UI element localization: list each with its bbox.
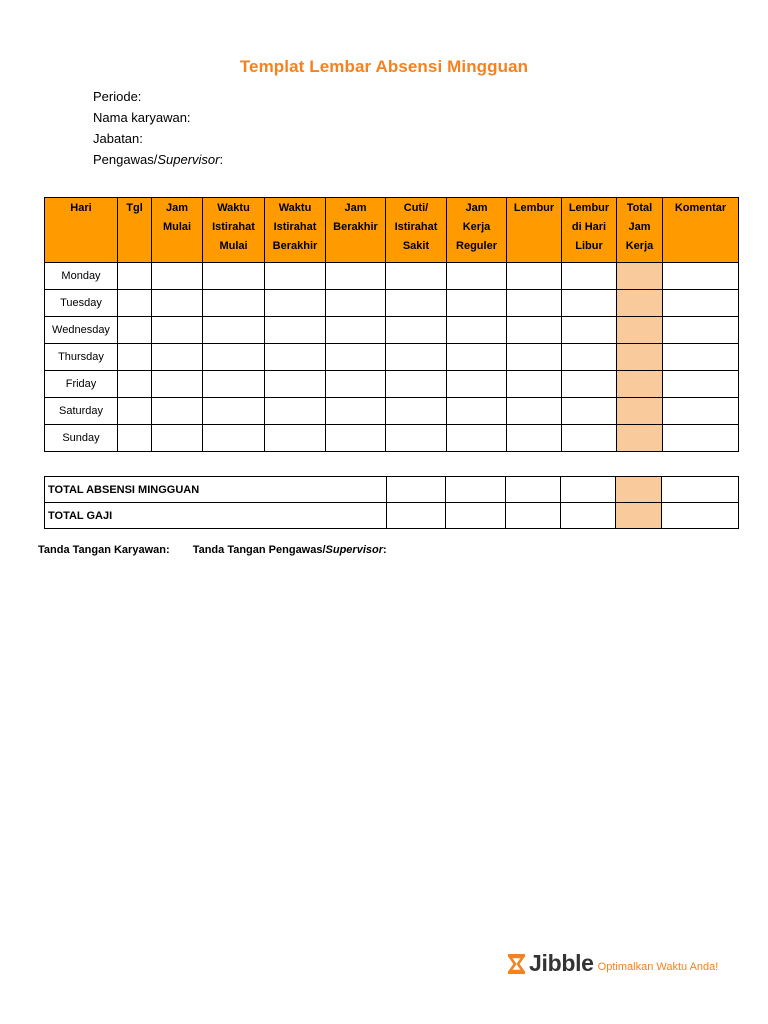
entry-cell[interactable] [118, 263, 152, 290]
entry-cell[interactable] [663, 290, 739, 317]
entry-cell[interactable] [118, 425, 152, 452]
entry-cell[interactable] [152, 290, 203, 317]
column-header [152, 198, 203, 263]
entry-cell[interactable] [326, 398, 386, 425]
header-text: Tgl [126, 202, 143, 214]
entry-cell[interactable] [203, 398, 265, 425]
attendance-table [44, 197, 739, 452]
cell[interactable] [662, 477, 739, 503]
entry-cell[interactable] [203, 290, 265, 317]
entry-cell[interactable] [663, 263, 739, 290]
column-header [507, 198, 562, 263]
header-text: di Hari [571, 221, 607, 233]
entry-cell[interactable] [386, 263, 447, 290]
entry-cell[interactable] [265, 371, 326, 398]
header-text: Kerja [625, 240, 654, 252]
total-hours-cell[interactable] [617, 425, 663, 452]
entry-cell[interactable] [386, 290, 447, 317]
header-text: Hari [70, 202, 92, 214]
entry-cell[interactable] [447, 425, 507, 452]
table-row [45, 317, 739, 344]
entry-cell[interactable] [447, 317, 507, 344]
entry-cell[interactable] [265, 398, 326, 425]
totals-table [44, 476, 739, 529]
entry-cell[interactable] [326, 344, 386, 371]
entry-cell[interactable] [152, 344, 203, 371]
brand-name: Jibble [529, 950, 594, 976]
entry-cell[interactable] [507, 263, 562, 290]
entry-cell[interactable] [447, 290, 507, 317]
entry-cell[interactable] [663, 344, 739, 371]
brand-tagline: Optimalkan Waktu Anda! [597, 960, 719, 973]
header-text: Berakhir [272, 240, 318, 252]
entry-cell[interactable] [386, 398, 447, 425]
entry-cell[interactable] [152, 317, 203, 344]
entry-cell[interactable] [507, 317, 562, 344]
header-text: Sakit [402, 240, 430, 252]
entry-cell[interactable] [265, 290, 326, 317]
header-text: Libur [575, 240, 603, 252]
entry-cell[interactable] [507, 398, 562, 425]
entry-cell[interactable] [507, 425, 562, 452]
column-header [45, 198, 118, 263]
header-text: Istirahat [273, 221, 317, 233]
header-text: Lembur [513, 202, 555, 214]
entry-cell[interactable] [152, 398, 203, 425]
header-text: Istirahat [394, 221, 438, 233]
entry-cell[interactable] [562, 371, 617, 398]
column-header [386, 198, 447, 263]
cell[interactable] [561, 477, 616, 503]
entry-cell[interactable] [118, 344, 152, 371]
day-cell: Thursday [45, 344, 118, 371]
total-attendance-label: TOTAL ABSENSI MINGGUAN [45, 477, 387, 503]
header-text: Komentar [674, 202, 727, 214]
supervisor-signature-label: Tanda Tangan Pengawas/Supervisor: [192, 544, 387, 556]
position-label: Jabatan: [93, 131, 143, 146]
header-text: Jam [628, 221, 651, 233]
entry-cell[interactable] [507, 290, 562, 317]
entry-cell[interactable] [663, 398, 739, 425]
column-header [326, 198, 386, 263]
table-row [45, 425, 739, 452]
entry-cell[interactable] [562, 290, 617, 317]
signature-line [38, 544, 387, 556]
cell[interactable] [446, 503, 506, 529]
entry-cell[interactable] [447, 344, 507, 371]
column-header [617, 198, 663, 263]
hourglass-icon [507, 953, 526, 975]
header-text: Jam [465, 202, 488, 214]
table-row [45, 290, 739, 317]
entry-cell[interactable] [118, 371, 152, 398]
table-row [45, 371, 739, 398]
jibble-logo [507, 950, 718, 977]
total-attendance-row [45, 477, 739, 503]
cell[interactable] [387, 477, 446, 503]
header-text: Cuti/ [403, 202, 429, 214]
total-cell[interactable] [616, 477, 662, 503]
entry-cell[interactable] [562, 398, 617, 425]
entry-cell[interactable] [507, 344, 562, 371]
header-text: Istirahat [212, 221, 255, 233]
entry-cell[interactable] [447, 371, 507, 398]
total-hours-cell[interactable] [617, 290, 663, 317]
entry-cell[interactable] [663, 425, 739, 452]
cell[interactable] [387, 503, 446, 529]
entry-cell[interactable] [118, 317, 152, 344]
day-cell: Saturday [45, 398, 118, 425]
column-header [562, 198, 617, 263]
page-title: Templat Lembar Absensi Mingguan [239, 57, 529, 76]
header-text: Kerja [462, 221, 491, 233]
column-header [447, 198, 507, 263]
cell[interactable] [561, 503, 616, 529]
total-hours-cell[interactable] [617, 398, 663, 425]
table-row [45, 263, 739, 290]
entry-cell[interactable] [562, 344, 617, 371]
entry-cell[interactable] [118, 398, 152, 425]
header-text: Mulai [162, 221, 192, 233]
entry-cell[interactable] [326, 290, 386, 317]
total-hours-cell[interactable] [617, 317, 663, 344]
entry-cell[interactable] [663, 371, 739, 398]
entry-cell[interactable] [203, 371, 265, 398]
header-text: Mulai [219, 240, 248, 252]
cell[interactable] [662, 503, 739, 529]
header-text: Jam [165, 202, 189, 214]
entry-cell[interactable] [447, 398, 507, 425]
header-text: Reguler [456, 240, 497, 252]
header-text: Berakhir [333, 221, 378, 233]
table-row [45, 398, 739, 425]
entry-cell[interactable] [386, 425, 447, 452]
cell[interactable] [506, 503, 561, 529]
column-header [265, 198, 326, 263]
entry-cell[interactable] [265, 344, 326, 371]
employee-info [93, 86, 223, 170]
column-header [118, 198, 152, 263]
header-text: Waktu [217, 202, 250, 214]
header-text: Lembur [568, 202, 610, 214]
total-cell[interactable] [616, 503, 662, 529]
day-cell: Sunday [45, 425, 118, 452]
total-salary-row [45, 503, 739, 529]
employee-name-label: Nama karyawan: [93, 110, 191, 125]
day-cell: Wednesday [45, 317, 118, 344]
cell[interactable] [506, 477, 561, 503]
entry-cell[interactable] [203, 317, 265, 344]
header-text: Waktu [278, 202, 312, 214]
entry-cell[interactable] [562, 263, 617, 290]
entry-cell[interactable] [447, 263, 507, 290]
entry-cell[interactable] [326, 425, 386, 452]
header-text: Total [626, 202, 653, 214]
entry-cell[interactable] [265, 317, 326, 344]
supervisor-label: Pengawas/Supervisor: [93, 152, 224, 167]
entry-cell[interactable] [562, 317, 617, 344]
entry-cell[interactable] [118, 290, 152, 317]
entry-cell[interactable] [386, 371, 447, 398]
entry-cell[interactable] [203, 263, 265, 290]
employee-signature-label: Tanda Tangan Karyawan: [38, 544, 170, 556]
entry-cell[interactable] [326, 263, 386, 290]
entry-cell[interactable] [386, 317, 447, 344]
day-cell: Friday [45, 371, 118, 398]
entry-cell[interactable] [152, 425, 203, 452]
day-cell: Tuesday [45, 290, 118, 317]
entry-cell[interactable] [663, 317, 739, 344]
entry-cell[interactable] [203, 425, 265, 452]
entry-cell[interactable] [386, 344, 447, 371]
entry-cell[interactable] [152, 263, 203, 290]
total-salary-label: TOTAL GAJI [45, 503, 387, 529]
entry-cell[interactable] [326, 371, 386, 398]
header-text: Jam [344, 202, 367, 214]
entry-cell[interactable] [265, 263, 326, 290]
entry-cell[interactable] [203, 344, 265, 371]
entry-cell[interactable] [507, 371, 562, 398]
total-hours-cell[interactable] [617, 344, 663, 371]
table-row [45, 344, 739, 371]
cell[interactable] [446, 477, 506, 503]
periode-label: Periode: [93, 89, 142, 104]
total-hours-cell[interactable] [617, 263, 663, 290]
total-hours-cell[interactable] [617, 371, 663, 398]
column-header [663, 198, 739, 263]
entry-cell[interactable] [152, 371, 203, 398]
entry-cell[interactable] [326, 317, 386, 344]
header-row [45, 198, 739, 263]
entry-cell[interactable] [562, 425, 617, 452]
day-cell: Monday [45, 263, 118, 290]
entry-cell[interactable] [265, 425, 326, 452]
column-header [203, 198, 265, 263]
